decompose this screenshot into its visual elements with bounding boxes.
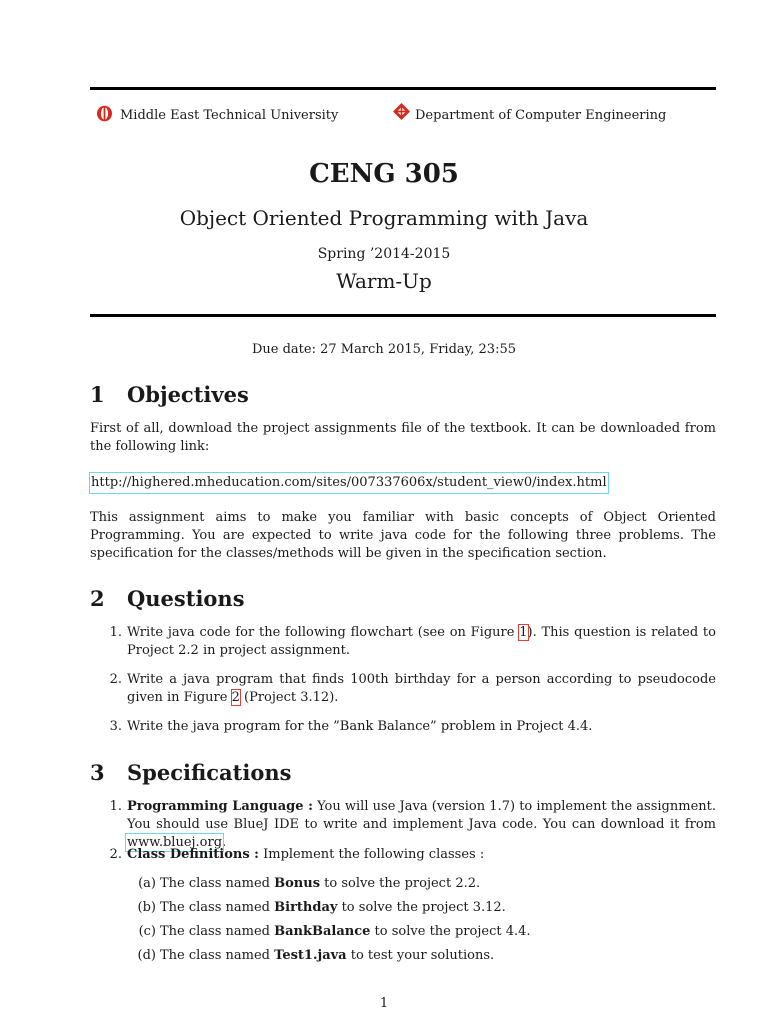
subitem-text: to solve the project 2.2. — [320, 876, 481, 891]
section-number: 1 — [90, 382, 105, 407]
term: Spring ’2014-2015 — [317, 246, 451, 262]
spec-number: 1. — [109, 799, 122, 814]
spec-text: Implement the following classes : — [258, 847, 485, 862]
subitem-text: The class named — [160, 948, 275, 963]
section-number: 2 — [90, 586, 105, 611]
class-birthday-item — [160, 899, 716, 917]
section-title-specifications: Specifications — [127, 760, 292, 785]
due-date: Due date: 27 March 2015, Friday, 23:55 — [251, 342, 517, 357]
metu-logo-icon — [96, 105, 113, 122]
top-rule — [90, 87, 716, 90]
subitem-number: (a) — [138, 876, 156, 891]
question-text: Write java code for the following flowchart (see on Figure — [127, 625, 520, 640]
course-code: CENG 305 — [309, 159, 459, 189]
subitem-text: to solve the project 3.12. — [337, 900, 506, 915]
subitem-number: (d) — [137, 948, 156, 963]
subitem-text: The class named — [160, 876, 275, 891]
spec-item-1-text — [127, 798, 716, 852]
class-test1-item — [160, 947, 716, 965]
department-name: Department of Computer Engineering — [415, 108, 667, 123]
page-number: 1 — [379, 996, 389, 1011]
question-number: 2. — [109, 672, 122, 687]
class-name: Birthday — [274, 900, 338, 915]
spec-bold-label: Programming Language : — [127, 799, 313, 814]
section-title-questions: Questions — [127, 586, 245, 611]
question-number: 1. — [109, 625, 122, 640]
question-2-text — [127, 671, 716, 707]
objectives-paragraph-1: First of all, download the project assignments file of the textbook. It can be downloaded from the following link: — [90, 421, 716, 454]
assignment-title: Warm-Up — [336, 269, 432, 293]
university-name: Middle East Technical University — [120, 108, 339, 123]
bluej-link[interactable]: www.bluej.org — [127, 835, 223, 850]
course-title: Object Oriented Programming with Java — [179, 206, 589, 230]
class-bankbalance-item — [160, 923, 716, 941]
question-text: Write a java program that finds 100th birthday for a person according to pseudocode given in Figure — [127, 672, 716, 705]
question-text: ). This question is related to Project 2.2 in project assignment. — [127, 625, 716, 658]
spec-text-end: . — [222, 835, 227, 850]
spec-bold-label: Class Definitions : — [127, 847, 259, 862]
subitem-text: The class named — [160, 900, 275, 915]
ceng-logo-icon — [392, 102, 411, 121]
subitem-text: The class named — [160, 924, 275, 939]
question-text: (Project 3.12). — [239, 690, 339, 705]
spec-item-2-text — [127, 846, 716, 864]
question-3-text: Write the java program for the ”Bank Balance” problem in Project 4.4. — [127, 719, 593, 734]
spec-number: 2. — [109, 847, 122, 862]
class-name: BankBalance — [274, 924, 371, 939]
project-assignments-link[interactable]: http://highered.mheducation.com/sites/007337606x/student_view0/index.html — [91, 475, 607, 490]
subitem-text: to test your solutions. — [346, 948, 495, 963]
section-number: 3 — [90, 760, 105, 785]
class-name: Bonus — [274, 876, 321, 891]
class-bonus-item — [160, 875, 716, 893]
figure-2-ref-link[interactable]: 2 — [231, 690, 240, 705]
class-name: Test1.java — [274, 948, 347, 963]
figure-1-ref-link[interactable]: 1 — [519, 625, 528, 640]
subitem-number: (c) — [138, 924, 156, 939]
subitem-text: to solve the project 4.4. — [370, 924, 531, 939]
section-title-objectives: Objectives — [127, 382, 249, 407]
subitem-number: (b) — [137, 900, 156, 915]
objectives-paragraph-2: This assignment aims to make you familiar with basic concepts of Object Oriented Programming. You are expected to write java code for the following three problems. The specification for the classes/methods will be given in the specification section. — [90, 510, 716, 561]
question-number: 3. — [109, 719, 122, 734]
bottom-rule — [90, 314, 716, 317]
spec-text: You will use Java (version 1.7) to implement the assignment. You should use BlueJ IDE to write and implement Java code. You can download it from — [127, 799, 716, 832]
question-1-text — [127, 624, 716, 660]
